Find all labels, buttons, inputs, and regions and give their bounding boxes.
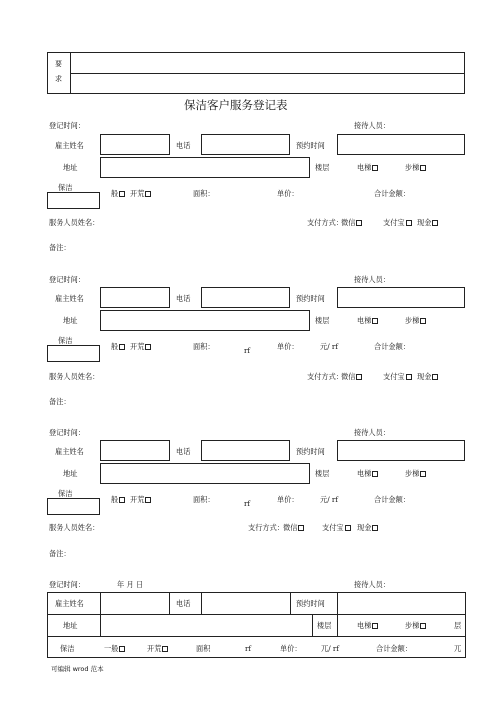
cash-option[interactable]: 现金 (417, 218, 438, 228)
general-option[interactable]: 般 (111, 189, 125, 199)
general-checkbox[interactable] (119, 497, 125, 503)
general-checkbox[interactable] (119, 191, 125, 197)
owner-name-label: 雇主姓名 (55, 141, 84, 150)
wechat-option[interactable]: 微信 (341, 372, 362, 382)
cleaning-field[interactable] (47, 345, 100, 362)
reg-time-label: 登记时间： (49, 580, 85, 589)
cash-checkbox[interactable] (372, 525, 378, 531)
owner-name-label: 雇主姓名 (55, 599, 84, 608)
appointment-time-label: 预约时间 (296, 141, 325, 150)
area-unit: rf (244, 346, 251, 355)
total-amount-label: 合计金额： (374, 495, 410, 504)
floor-label: 楼层 (315, 469, 330, 478)
appointment-time-label: 预约时间 (296, 447, 325, 456)
phone-field[interactable] (201, 287, 290, 308)
pioneer-checkbox[interactable] (145, 191, 151, 197)
stairs-option[interactable]: 步梯 (405, 621, 426, 631)
payment-method-label: 支行方式： (248, 523, 284, 532)
footer-note: 可编辑 wrod 范本 (51, 665, 104, 673)
elevator-option[interactable]: 电梯 (357, 469, 378, 479)
elevator-option[interactable]: 电梯 (357, 316, 378, 326)
unit-price-label: 单价： (277, 342, 299, 351)
cash-checkbox[interactable] (432, 374, 438, 380)
appointment-time-field[interactable] (337, 134, 465, 155)
wechat-option[interactable]: 微信 (283, 523, 304, 533)
unit-price-unit: 兀/ rf (321, 644, 340, 653)
unit-price-label: 单价： (277, 189, 299, 198)
receptionist-label: 接待人员： (354, 121, 390, 130)
pioneer-option[interactable]: 开荒 (130, 342, 151, 352)
receptionist-label: 接待人员： (354, 580, 390, 589)
cleaning-label: 保洁 (58, 489, 73, 498)
elevator-checkbox[interactable] (372, 318, 378, 324)
staff-name-label: 服务人员姓名： (49, 523, 100, 532)
alipay-option[interactable]: 支付宝 (383, 218, 412, 228)
stairs-option[interactable] (405, 163, 426, 173)
area-label: 面积 (196, 644, 211, 653)
floor-label: 楼层 (315, 316, 330, 325)
total-amount-label: 合计金额： (376, 644, 412, 653)
reg-time-label: 登记时间： (49, 121, 85, 130)
requirements-label-1: 要 (55, 60, 62, 68)
phone-label: 电话 (176, 141, 191, 150)
alipay-checkbox[interactable] (345, 525, 351, 531)
pioneer-checkbox[interactable] (145, 497, 151, 503)
general-option[interactable]: 般 (111, 342, 125, 352)
receptionist-label: 接待人员： (354, 428, 390, 437)
cash-checkbox[interactable] (432, 220, 438, 226)
appointment-time-label: 预约时间 (296, 294, 325, 303)
notes-label: 备注： (49, 397, 71, 406)
floor-label: 楼层 (317, 621, 332, 630)
notes-label: 备注： (49, 549, 71, 558)
phone-field[interactable] (201, 134, 290, 155)
cleaning-field[interactable] (47, 498, 100, 515)
unit-price-unit: 元/ rf (320, 495, 339, 504)
pioneer-checkbox[interactable] (145, 344, 151, 350)
address-label: 地址 (63, 163, 78, 172)
stairs-checkbox[interactable] (420, 318, 426, 324)
address-field[interactable] (100, 157, 310, 178)
total-amount-unit: 兀 (454, 644, 462, 653)
payment-method-label: 支付方式： (307, 218, 343, 227)
stairs-option[interactable]: 步梯 (405, 469, 426, 479)
elevator-option[interactable]: 电梯 (357, 621, 378, 631)
floor-unit: 层 (454, 621, 462, 630)
general-checkbox[interactable] (119, 646, 125, 652)
wechat-checkbox[interactable] (298, 525, 304, 531)
staff-name-label: 服务人员姓名： (49, 372, 100, 381)
reg-time-label: 登记时间： (49, 275, 85, 284)
general-option[interactable]: 般 (111, 495, 125, 505)
page-title: 保洁客户服务登记表 (184, 98, 288, 112)
area-label: 面积： (193, 342, 215, 351)
address-field[interactable] (100, 310, 310, 331)
total-amount-label: 合计金额： (374, 189, 410, 198)
stairs-option[interactable]: 步梯 (405, 316, 426, 326)
elevator-option[interactable] (357, 163, 378, 173)
general-option[interactable]: 一般 (104, 644, 125, 654)
pioneer-option[interactable]: 开荒 (147, 644, 168, 654)
area-unit: rf (245, 644, 252, 653)
alipay-option[interactable]: 支付宝 (322, 523, 351, 533)
appointment-time-label: 预约时间 (296, 599, 325, 608)
cash-option[interactable]: 现金 (357, 523, 378, 533)
area-unit: rf (244, 499, 251, 508)
unit-price-label: 单价： (277, 495, 299, 504)
address-label: 地址 (63, 469, 78, 478)
area-label: 面积： (193, 495, 215, 504)
pioneer-checkbox[interactable] (162, 646, 168, 652)
cleaning-label: 保洁 (58, 336, 73, 345)
phone-field[interactable] (201, 440, 290, 461)
elevator-checkbox[interactable] (372, 471, 378, 477)
cleaning-label: 保洁 (60, 644, 75, 653)
alipay-option[interactable]: 支付宝 (383, 372, 412, 382)
general-checkbox[interactable] (119, 344, 125, 350)
elevator-checkbox[interactable] (372, 623, 378, 629)
phone-label: 电话 (176, 599, 191, 608)
floor-label: 楼层 (315, 163, 330, 172)
address-label: 地址 (63, 316, 78, 325)
reg-date-placeholder: 年 月 日 (117, 580, 144, 589)
stairs-label: 步梯 (405, 163, 420, 172)
owner-name-field[interactable] (100, 134, 170, 155)
requirements-label-2: 求 (55, 75, 62, 83)
pioneer-option[interactable]: 开荒 (130, 495, 151, 505)
elevator-checkbox[interactable] (372, 165, 378, 171)
owner-name-field[interactable] (100, 287, 170, 308)
wechat-checkbox[interactable] (356, 220, 362, 226)
stairs-checkbox[interactable] (420, 471, 426, 477)
address-field[interactable] (100, 463, 310, 484)
cash-option[interactable]: 现金 (417, 372, 438, 382)
total-amount-label: 合计金额： (374, 342, 410, 351)
cleaning-field[interactable] (47, 192, 100, 209)
appointment-time-field[interactable] (337, 440, 465, 461)
owner-name-label: 雇主姓名 (55, 294, 84, 303)
unit-price-label: 单价： (280, 644, 302, 653)
elevator-label: 电梯 (357, 163, 372, 172)
receptionist-label: 接待人员： (354, 275, 390, 284)
phone-label: 电话 (176, 447, 191, 456)
owner-name-field[interactable] (100, 440, 170, 461)
area-label: 面积： (193, 189, 215, 198)
cleaning-label: 保洁 (58, 183, 73, 192)
stairs-checkbox[interactable] (420, 623, 426, 629)
staff-name-label: 服务人员姓名： (49, 218, 100, 227)
wechat-option[interactable]: 微信 (341, 218, 362, 228)
appointment-time-field[interactable] (337, 287, 465, 308)
stairs-checkbox[interactable] (420, 165, 426, 171)
owner-name-label: 雇主姓名 (55, 447, 84, 456)
alipay-checkbox[interactable] (406, 220, 412, 226)
address-label: 地址 (63, 621, 78, 630)
reg-time-label: 登记时间： (49, 428, 85, 437)
wechat-checkbox[interactable] (356, 374, 362, 380)
pioneer-option[interactable]: 开荒 (130, 189, 151, 199)
phone-label: 电话 (176, 294, 191, 303)
payment-method-label: 支付方式： (307, 372, 343, 381)
alipay-checkbox[interactable] (406, 374, 412, 380)
unit-price-unit: 元/ rf (320, 342, 339, 351)
notes-label: 备注： (49, 243, 71, 252)
